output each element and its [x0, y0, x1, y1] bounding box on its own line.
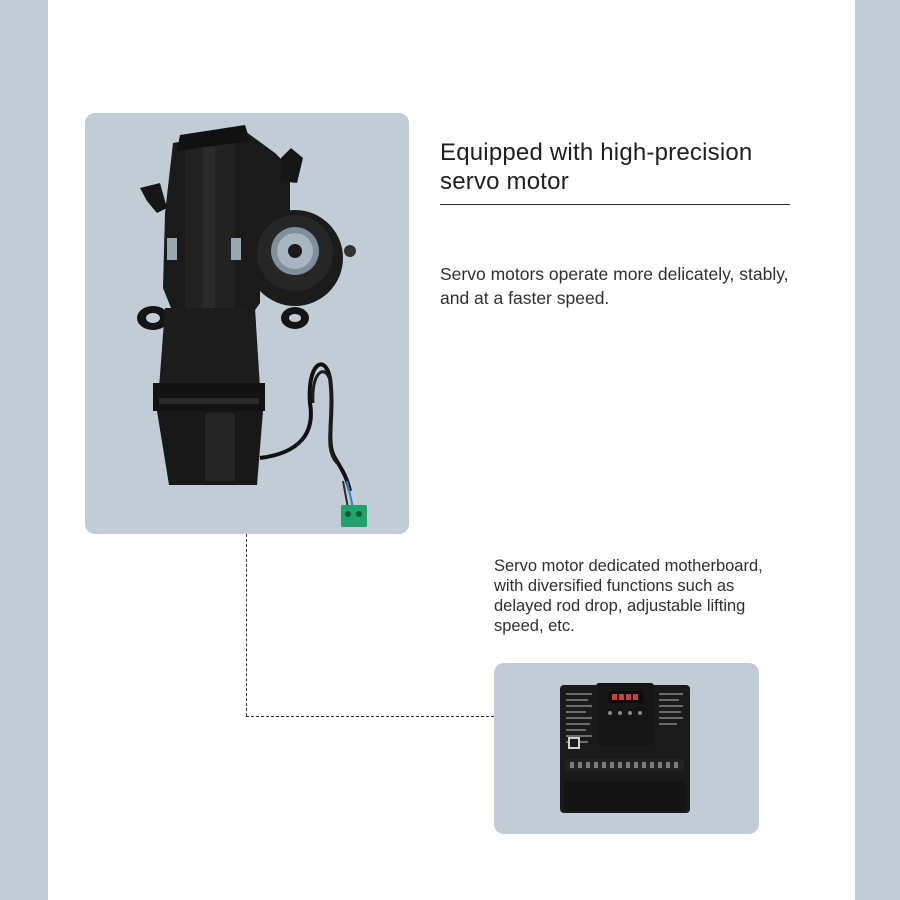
- connector-line-horizontal: [246, 716, 494, 717]
- motherboard-caption: Servo motor dedicated motherboard, with diversified functions such as delayed rod drop, adjustable lifting speed, etc.: [494, 557, 763, 635]
- feature-description: Servo motors operate more delicately, stably, and at a faster speed.: [440, 264, 789, 308]
- motherboard-card: [494, 663, 759, 834]
- title-divider: [440, 204, 790, 205]
- motherboard-image: [494, 663, 759, 834]
- servo-motor-image: [85, 113, 409, 534]
- feature-title: Equipped with high-precision servo motor: [440, 139, 753, 195]
- connector-line-vertical: [246, 534, 247, 716]
- servo-motor-card: [85, 113, 409, 534]
